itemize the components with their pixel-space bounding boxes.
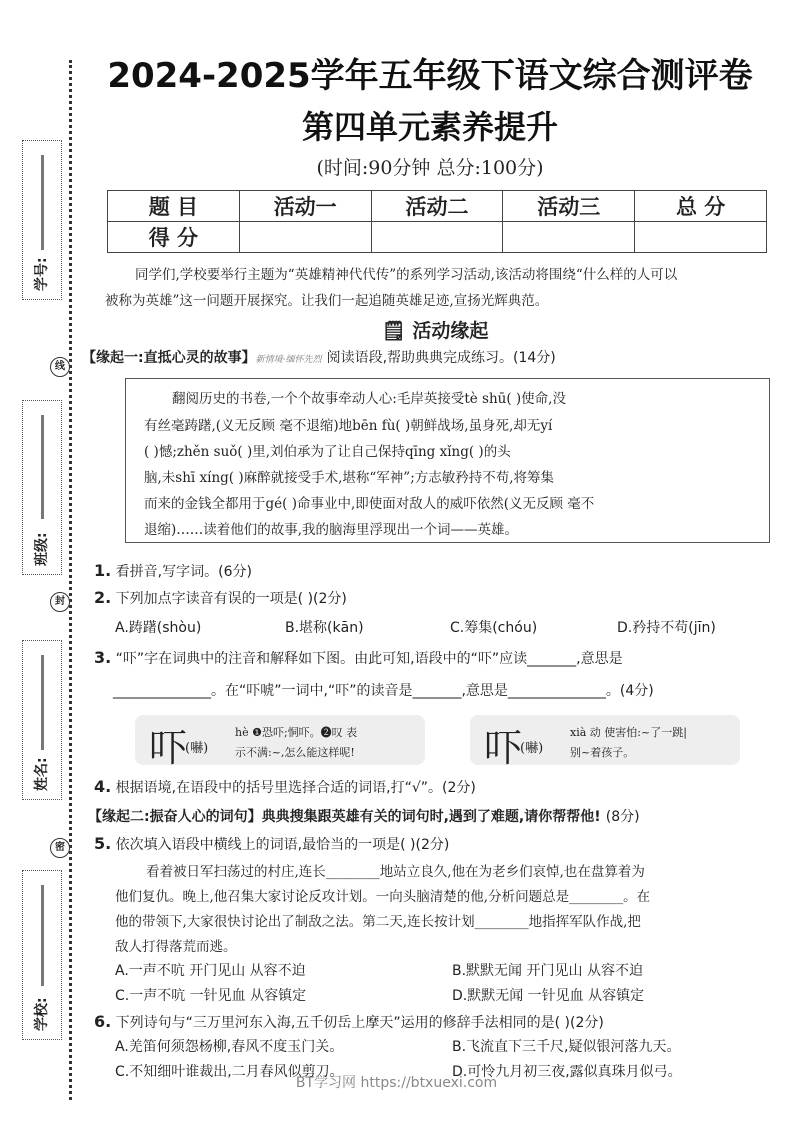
table-header: 活动三 xyxy=(503,191,635,222)
question-2 xyxy=(94,588,347,608)
dict-alt: (嚇) xyxy=(185,741,209,756)
part-header: 【缘起二:振奋人心的词句】 xyxy=(88,809,262,825)
tag-label: 新情境·缅怀先烈 xyxy=(255,355,322,365)
table-header: 题 目 xyxy=(108,191,240,222)
passage-line: 而来的金钱全都用于gé( )命事业中,即使面对敌人的威吓依然(义无反顾 毫不 xyxy=(144,496,595,512)
option-b: B.默默无闻 开门见山 从容不迫 xyxy=(452,963,643,979)
table-header: 活动一 xyxy=(239,191,371,222)
q-text: ______________。在“吓唬”一词中,“吓”的读音是_______,意思是______________。(4分) xyxy=(113,683,654,699)
passage-line: 翻阅历史的书卷,一个个故事牵动人心:毛岸英接受tè shū( )使命,没 xyxy=(172,391,566,407)
option-d: D.可怜九月初三夜,露似真珠月似弓。 xyxy=(452,1064,682,1080)
option-b: B.飞流直下三千尺,疑似银河落九天。 xyxy=(452,1039,681,1055)
seal-line: 线 xyxy=(50,357,70,377)
page-subtitle: 第四单元素养提升 xyxy=(301,108,558,146)
option-a: A.羌笛何须怨杨柳,春风不度玉门关。 xyxy=(115,1039,344,1055)
watermark: BT学习网 https://btxuexi.com xyxy=(295,1075,498,1091)
dict-def: 示不满:~,怎么能这样呢! xyxy=(235,746,355,759)
school-field[interactable] xyxy=(22,870,62,1040)
dict-char: 吓 xyxy=(484,726,523,770)
option-d: D.默默无闻 一针见血 从容镇定 xyxy=(452,988,645,1004)
question-1 xyxy=(94,561,252,581)
score: (8分) xyxy=(605,809,640,825)
field-label: 学校: xyxy=(34,997,50,1031)
passage-line: 他的带领下,大家很快讨论出了制敌之法。第二天,连长按计划________地指挥军队作战,把 xyxy=(115,914,641,930)
option-c: C.筹集(chóu) xyxy=(450,620,538,636)
dict-def: hè ❶恐吓;恫吓。❷叹 表 xyxy=(235,726,358,739)
q-num: 6. xyxy=(94,1012,112,1031)
q-num: 4. xyxy=(94,777,112,796)
question-4 xyxy=(94,777,476,797)
passage-line: 他们复仇。晚上,他召集大家讨论反攻计划。一向头脑清楚的他,分析问题总是________。在 xyxy=(115,889,651,905)
section-title xyxy=(0,316,793,343)
passage-line: ( )憾;zhěn suǒ( )里,刘伯承为了让自己保持qīng xǐng( )的头 xyxy=(144,444,511,460)
passage-line: 有丝毫踌躇,(义无反顾 毫不退缩)地bēn fù( )朝鲜战场,虽身死,却无yí xyxy=(144,418,553,434)
q-num: 5. xyxy=(94,834,112,853)
q-text: 下列诗句与“三万里河东入海,五千仞岳上摩天”运用的修辞手法相同的是( )(2分) xyxy=(115,1015,604,1031)
q-num: 2. xyxy=(94,588,112,607)
dict-def: 别~着孩子。 xyxy=(570,746,635,759)
q-num: 3. xyxy=(94,648,112,667)
table-row-label: 得 分 xyxy=(108,222,240,253)
score-cell[interactable] xyxy=(371,222,503,253)
q-text: “吓”字在词典中的注音和解释如下图。由此可知,语段中的“吓”应读_______,意思是 xyxy=(115,651,623,667)
seal-secret: 密 xyxy=(50,838,70,858)
table-header: 总 分 xyxy=(635,191,767,222)
time-info: (时间:90分钟 总分:100分) xyxy=(316,157,544,179)
question-3 xyxy=(94,648,623,668)
passage-line: 退缩)……读着他们的故事,我的脑海里浮现出一个词——英雄。 xyxy=(144,522,519,538)
seal-seal: 封 xyxy=(50,592,70,612)
passage-line: 看着被日军扫荡过的村庄,连长________地站立良久,他在为老乡们哀悼,也在盘算着为 xyxy=(146,864,645,880)
name-field[interactable] xyxy=(22,640,62,800)
score-table xyxy=(107,190,767,253)
score-cell[interactable] xyxy=(503,222,635,253)
q-text: 下列加点字读音有误的一项是( )(2分) xyxy=(115,591,347,607)
option-a: A.一声不吭 开门见山 从容不迫 xyxy=(115,963,306,979)
q-text: 看拼音,写字词。(6分) xyxy=(115,564,252,580)
q-text: 根据语境,在语段中的括号里选择合适的词语,打“√”。(2分) xyxy=(115,780,476,796)
option-d: D.矜持不苟(jīn) xyxy=(617,620,716,636)
class-field[interactable] xyxy=(22,400,62,575)
option-c: C.不知细叶谁裁出,二月春风似剪刀。 xyxy=(115,1064,344,1080)
question-6 xyxy=(94,1012,604,1032)
section-title-text: 活动缘起 xyxy=(412,320,489,342)
score-cell[interactable] xyxy=(635,222,767,253)
dict-alt: (嚇) xyxy=(520,741,544,756)
passage-line: 敌人打得落荒而逃。 xyxy=(115,939,237,955)
passage-line: 脑,未shī xíng( )麻醉就接受手术,堪称“军神”;方志敏矜持不苟,将筹集 xyxy=(144,470,555,486)
dict-char: 吓 xyxy=(149,726,188,770)
option-b: B.堪称(kān) xyxy=(285,620,364,636)
q-num: 1. xyxy=(94,561,112,580)
dictionary-entry-he xyxy=(135,715,425,770)
option-a: A.踌躇(shòu) xyxy=(115,620,202,636)
dictionary-entry-xia xyxy=(470,715,740,770)
part1-heading xyxy=(82,347,556,367)
intro-line: 同学们,学校要举行主题为“英雄精神代代传”的系列学习活动,该活动将围绕“什么样的人可以 xyxy=(135,267,678,283)
dict-def: xià 动 使害怕:~了一跳| xyxy=(570,726,687,739)
instruction: 典典搜集跟英雄有关的词句时,遇到了难题,请你帮帮他! xyxy=(261,809,601,825)
field-label: 学号: xyxy=(34,257,50,291)
field-label: 班级: xyxy=(34,532,50,566)
instruction: 阅读语段,帮助典典完成练习。(14分) xyxy=(326,350,556,366)
part-header: 【缘起一:直抵心灵的故事】 xyxy=(82,350,256,366)
table-header: 活动二 xyxy=(371,191,503,222)
note-icon: 🗒 xyxy=(381,320,413,342)
field-label: 姓名: xyxy=(34,757,50,791)
q-text: 依次填入语段中横线上的词语,最恰当的一项是( )(2分) xyxy=(115,837,450,853)
option-c: C.一声不吭 一针见血 从容镇定 xyxy=(115,988,307,1004)
part2-heading xyxy=(88,806,640,826)
question-5 xyxy=(94,834,449,854)
binding-line xyxy=(69,60,73,1100)
passage-box xyxy=(125,378,770,543)
page-title: 2024-2025学年五年级下语文综合测评卷 xyxy=(107,56,753,96)
intro-line: 被称为英雄”这一问题开展探究。让我们一起追随英雄足迹,宣扬光辉典范。 xyxy=(105,293,549,309)
score-cell[interactable] xyxy=(239,222,371,253)
